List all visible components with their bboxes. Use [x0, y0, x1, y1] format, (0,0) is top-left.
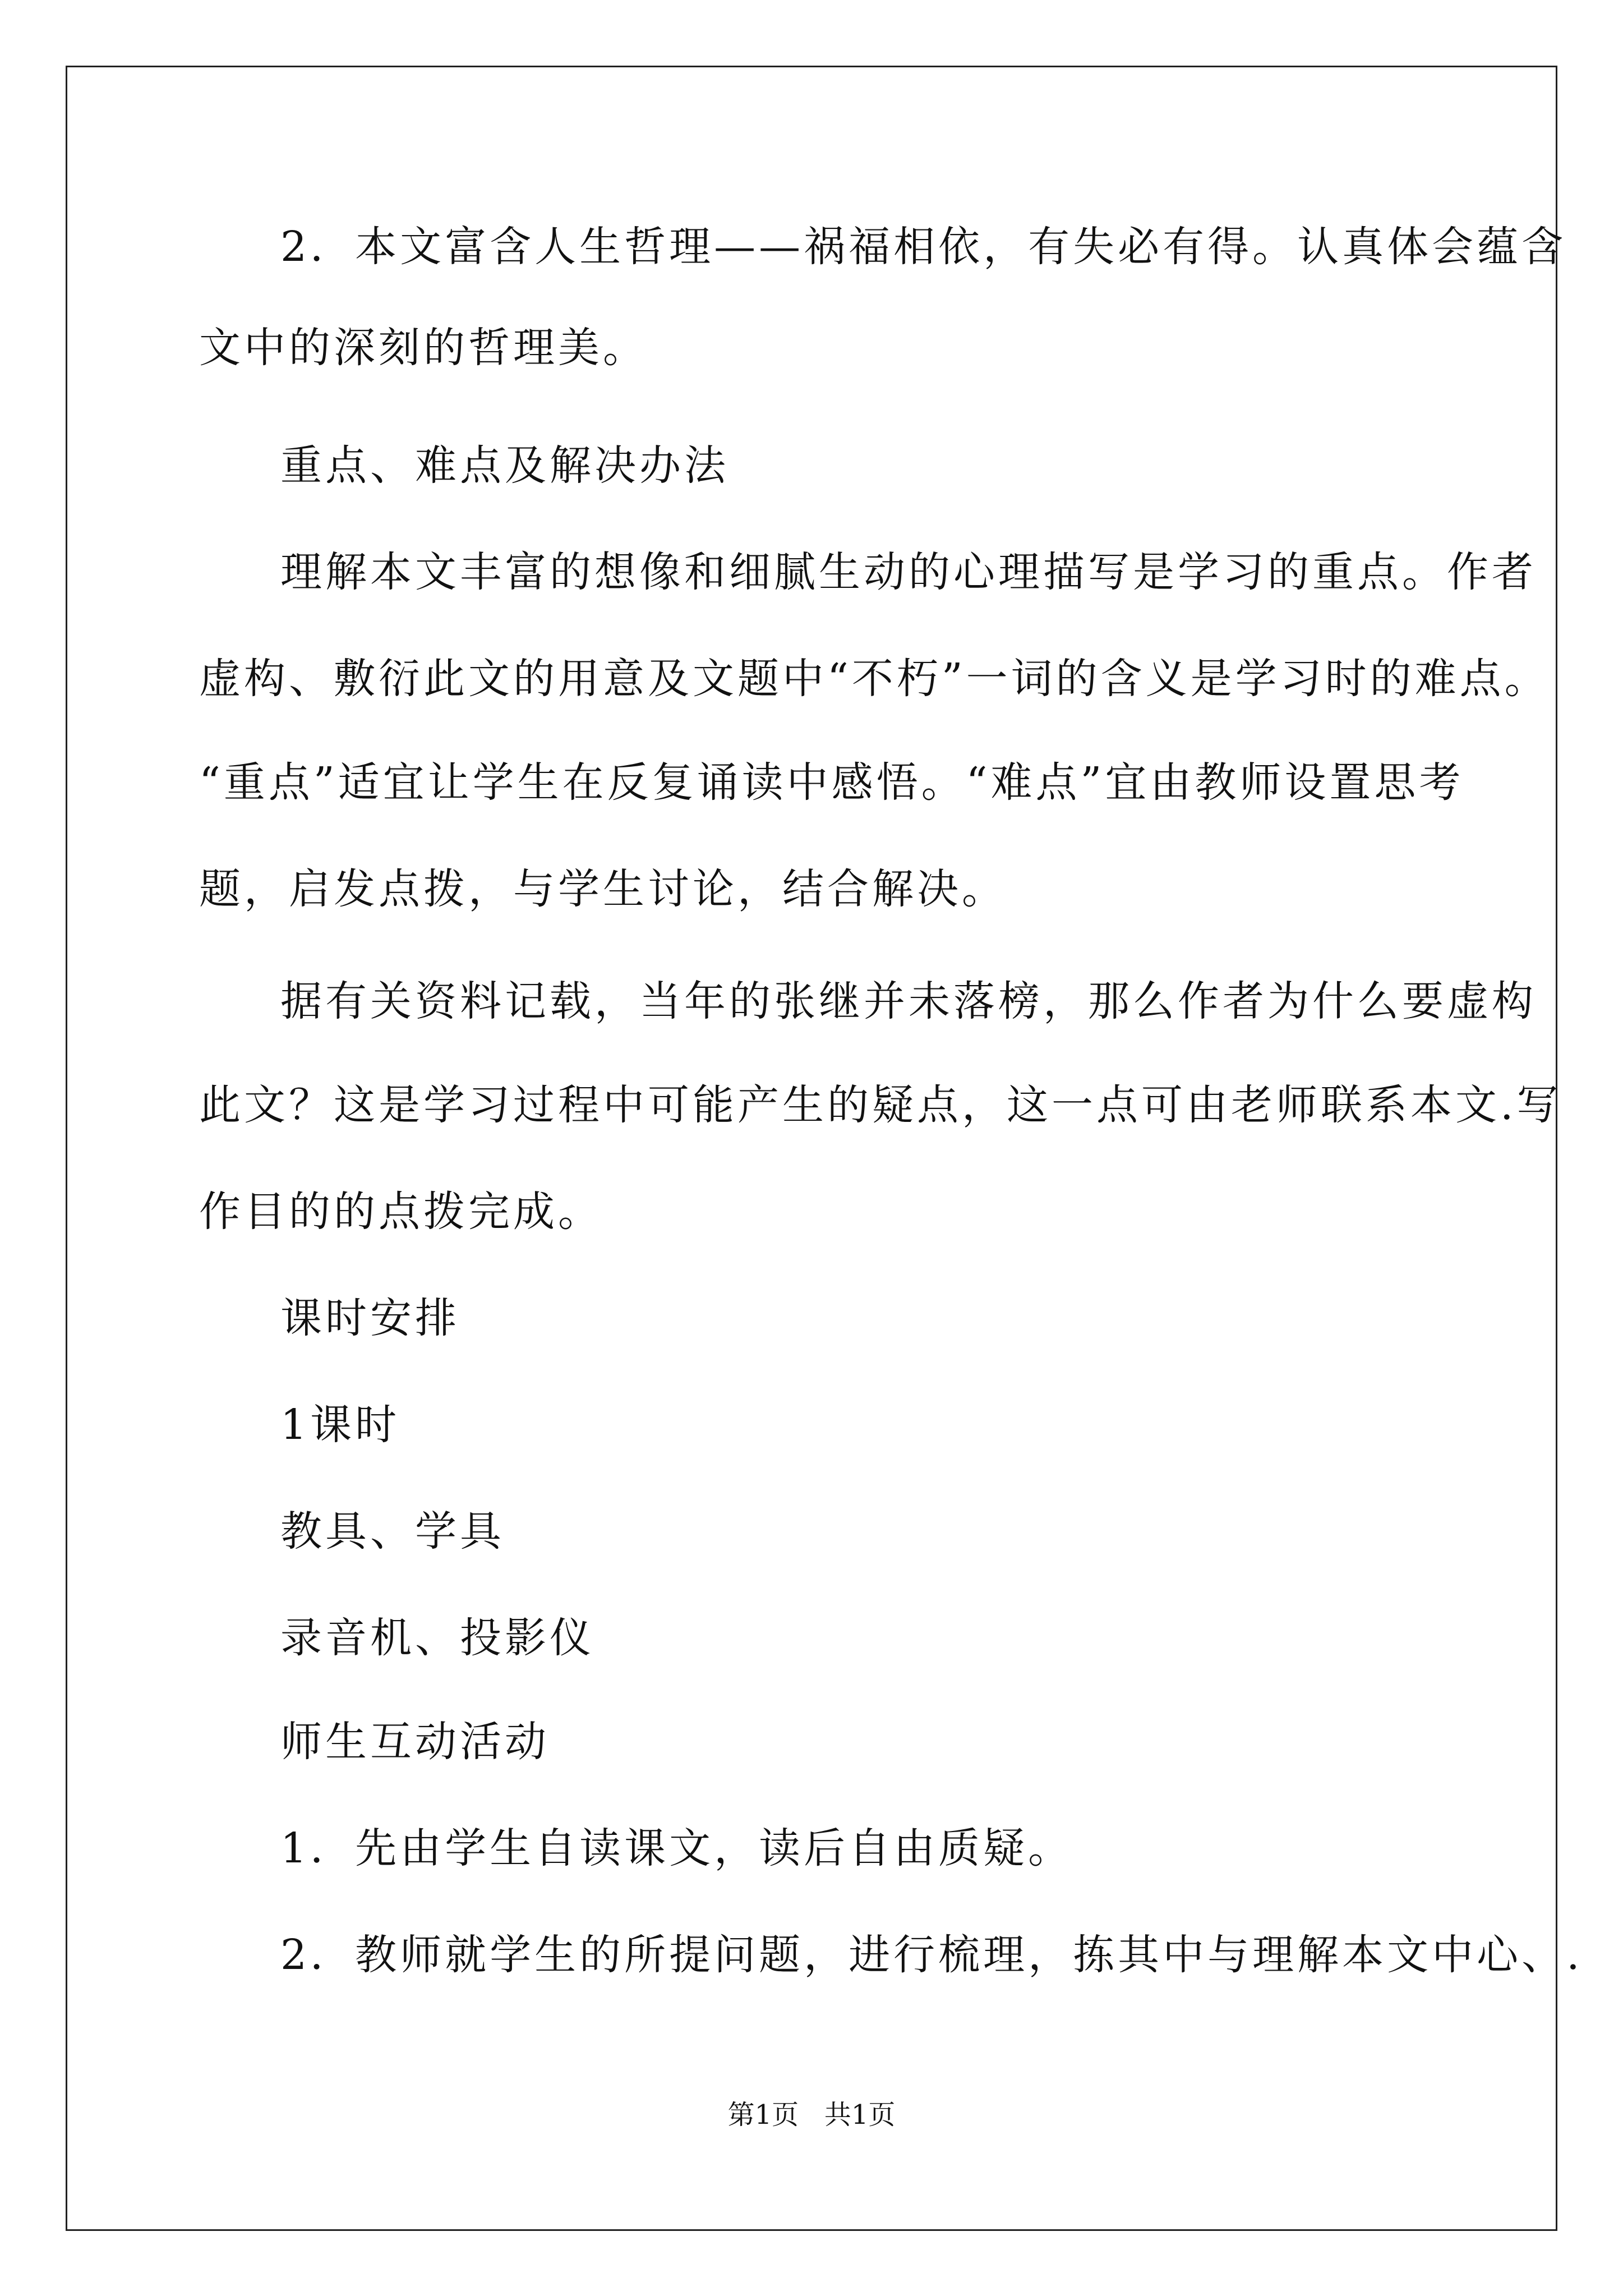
paragraph-3-line-3: “重点”适宜让学生在反复诵读中感悟。“难点”宜由教师设置思考	[199, 758, 1464, 807]
heading-key-points: 重点、难点及解决办法	[280, 441, 729, 490]
activity-2: 2．教师就学生的所提问题，进行梳理，拣其中与理解本文中心、.	[280, 1931, 1583, 1979]
page-border	[66, 66, 1557, 2231]
activity-1: 1．先由学生自读课文，读后自由质疑。	[280, 1824, 1073, 1872]
page-footer: 第1页 共1页	[727, 2099, 896, 2131]
paragraph-4-line-1: 据有关资料记载，当年的张继并未落榜，那么作者为什么要虚构	[280, 977, 1537, 1025]
paragraph-4-line-3: 作目的的点拨完成。	[199, 1188, 603, 1236]
class-hours: 1课时	[280, 1401, 400, 1449]
paragraph-3-line-4: 题，启发点拨，与学生讨论，结合解决。	[199, 865, 1007, 913]
paragraph-3-line-1: 理解本文丰富的想像和细腻生动的心理描写是学习的重点。作者	[280, 548, 1537, 596]
paragraph-3-line-2: 虚构、敷衍此文的用意及文题中“不朽”一词的含义是学习时的难点。	[199, 655, 1550, 703]
heading-teaching-aids: 教具、学具	[280, 1507, 505, 1556]
paragraph-1-line-2: 文中的深刻的哲理美。	[199, 324, 648, 372]
paragraph-4-line-2: 此文？这是学习过程中可能产生的疑点，这一点可由老师联系本文.写	[199, 1081, 1562, 1129]
paragraph-1-line-1: 2．本文富含人生哲理——祸福相依，有失必有得。认真体会蕴含	[280, 223, 1567, 271]
heading-activities: 师生互动活动	[280, 1718, 550, 1766]
teaching-aids: 录音机、投影仪	[280, 1614, 594, 1662]
heading-class-schedule: 课时安排	[280, 1294, 460, 1342]
